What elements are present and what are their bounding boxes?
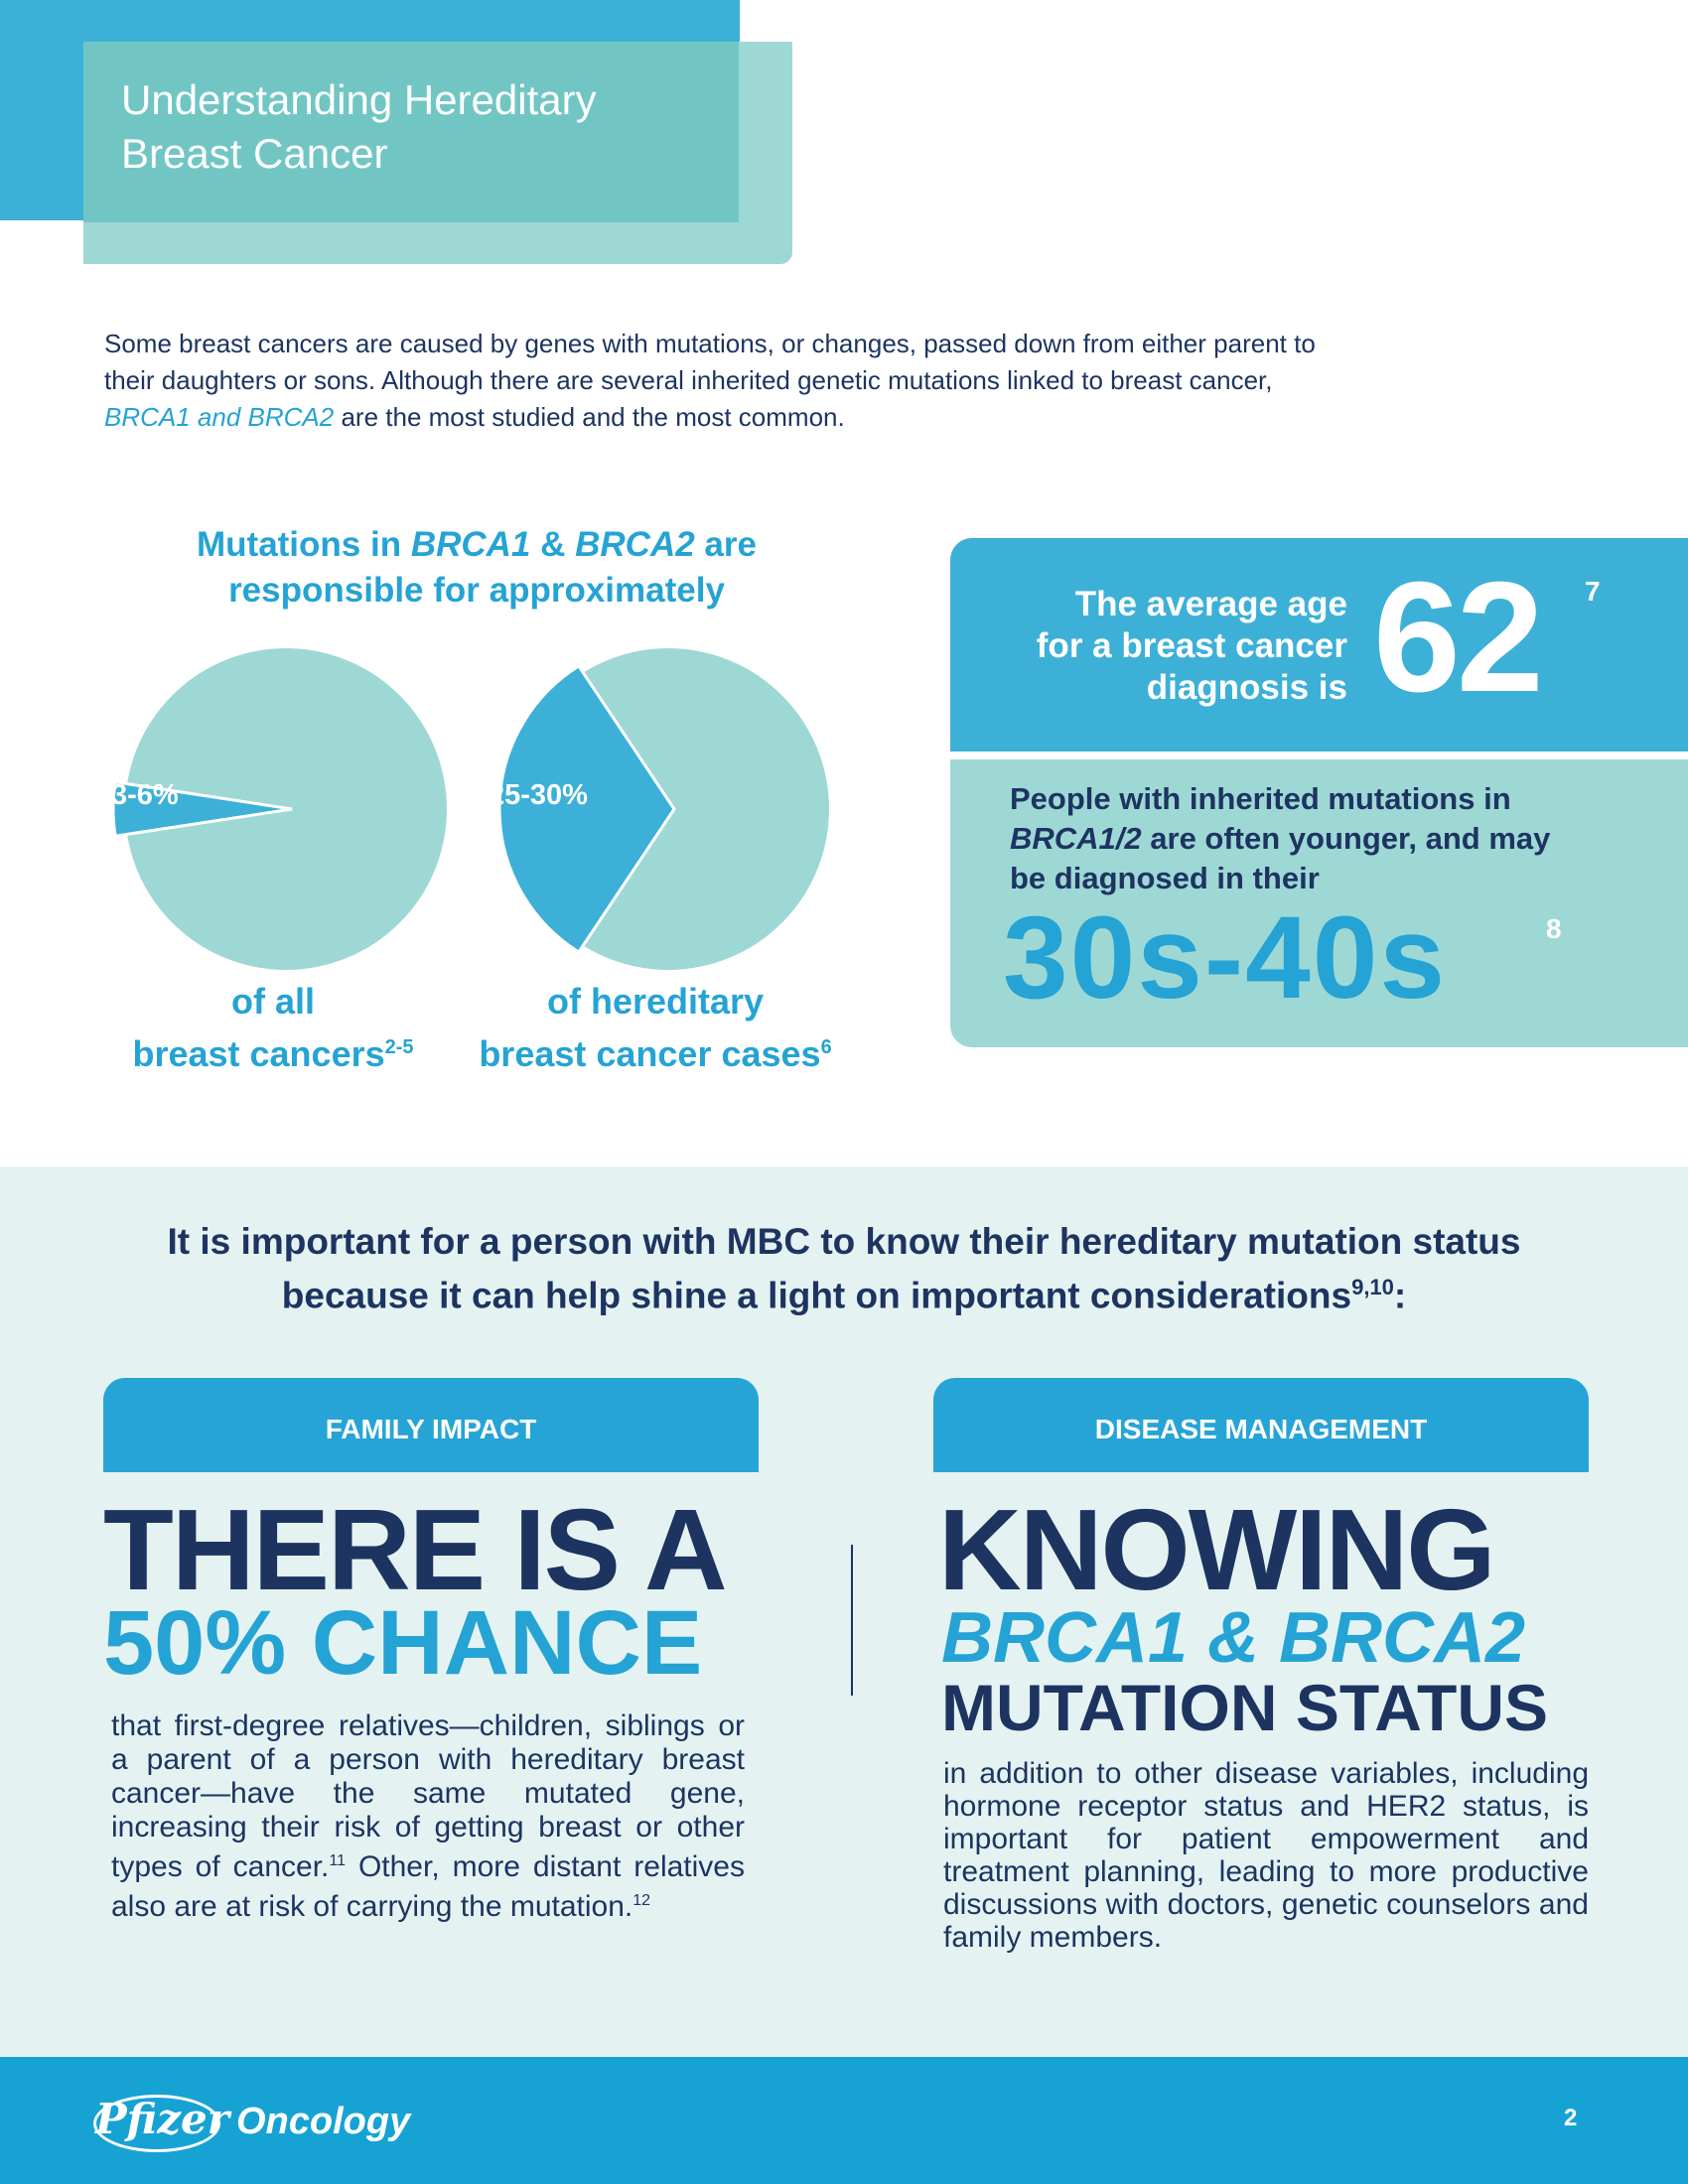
intro-line3-rest: are the most studied and the most common.	[334, 402, 845, 432]
pie2-caption	[457, 979, 854, 1077]
pie-heading-brca2: BRCA2	[575, 525, 695, 564]
family-impact-body	[111, 1709, 745, 1924]
pie2-value-label: 25-30%	[489, 779, 588, 811]
average-age-line2: for a breast cancer	[1036, 626, 1347, 665]
younger-diagnosis-text	[1010, 779, 1606, 898]
pie-heading-amp: &	[530, 525, 576, 564]
pie2-caption-line2: breast cancer cases	[479, 1033, 821, 1074]
pie-heading-a: Mutations in	[197, 525, 411, 564]
considerations-heading-line1: It is important for a person with MBC to know their hereditary mutation status	[167, 1221, 1521, 1262]
family-body-ref1: 11	[329, 1852, 346, 1869]
disease-headline-line2: BRCA1 & BRCA2	[941, 1598, 1526, 1678]
family-body-part1: that first-degree relatives—children, siblings or a parent of a person with hereditary breast cancer—have the same mutated gene, increasing their risk of getting breast or other types of cancer.	[111, 1709, 745, 1883]
pie-all-breast-cancers	[111, 648, 447, 970]
pie1-caption-line2: breast cancers	[132, 1033, 385, 1074]
pie1-value-label: 3-6%	[111, 779, 179, 811]
intro-line3	[104, 399, 1594, 436]
considerations-reference: 9,10	[1351, 1275, 1394, 1299]
column-divider	[851, 1545, 853, 1696]
diagnosis-decades: 30s-40s	[1003, 892, 1448, 1024]
pie-hereditary-cases	[489, 648, 829, 970]
family-body-ref2: 12	[633, 1892, 651, 1909]
pie1-reference: 2-5	[384, 1036, 414, 1058]
pie1-caption	[109, 979, 437, 1077]
pie-heading-b: are	[694, 525, 757, 564]
pie-charts	[89, 645, 844, 973]
considerations-heading	[109, 1219, 1579, 1318]
intro-brca-genes: BRCA1 and BRCA2	[104, 402, 335, 432]
oncology-logo-text: Oncology	[236, 2101, 411, 2142]
young-line3: be diagnosed in their	[1010, 861, 1320, 895]
disease-headline-line3: MUTATION STATUS	[941, 1671, 1549, 1744]
page-number: 2	[1564, 2105, 1578, 2131]
average-age-line1: The average age	[1074, 585, 1347, 623]
young-line2-rest: are often younger, and may	[1141, 821, 1551, 856]
average-age-text	[978, 584, 1347, 709]
average-age-reference: 7	[1585, 576, 1601, 607]
disease-management-tab: DISEASE MANAGEMENT	[933, 1378, 1589, 1472]
intro-line1: Some breast cancers are caused by genes with mutations, or changes, passed down from either parent to	[104, 329, 1316, 358]
family-headline-line1: THERE IS A	[103, 1485, 726, 1614]
family-headline-line2: 50% CHANCE	[103, 1592, 703, 1694]
average-age-line3: diagnosis is	[1146, 668, 1347, 707]
pie1-caption-line1: of all	[230, 981, 315, 1022]
pie-section-heading	[99, 522, 854, 614]
pie2-caption-line1: of hereditary	[546, 981, 765, 1022]
family-body-part2: Other, more distant relatives also are at risk of carrying the mutation.	[111, 1850, 745, 1923]
considerations-heading-colon: :	[1393, 1275, 1407, 1316]
average-age-number: 62	[1373, 550, 1540, 725]
family-impact-tab: FAMILY IMPACT	[103, 1378, 759, 1472]
pie-heading-line2: responsible for approximately	[228, 571, 725, 610]
intro-paragraph	[104, 326, 1594, 436]
page-title	[121, 73, 717, 181]
pfizer-logo: Pfizer	[95, 2095, 229, 2143]
considerations-heading-line2: because it can help shine a light on important considerations	[281, 1275, 1352, 1316]
page-title-line2: Breast Cancer	[121, 130, 388, 177]
disease-headline-line1: KNOWING	[938, 1485, 1494, 1614]
disease-management-body: in addition to other disease variables, including hormone receptor status and HER2 status, is important for patient empowerment and treatment planning, leading to more productive discussions with doctors, genetic counselors and family members.	[943, 1757, 1589, 1954]
intro-line2: their daughters or sons. Although there are several inherited genetic mutations linked to breast cancer,	[104, 365, 1273, 395]
pie2-reference: 6	[820, 1036, 832, 1058]
pie-heading-brca1: BRCA1	[410, 525, 531, 564]
diagnosis-decades-reference: 8	[1546, 913, 1562, 944]
young-line1: People with inherited mutations in	[1010, 781, 1511, 816]
young-brca: BRCA1/2	[1010, 821, 1142, 856]
page-title-line1: Understanding Hereditary	[121, 76, 597, 123]
